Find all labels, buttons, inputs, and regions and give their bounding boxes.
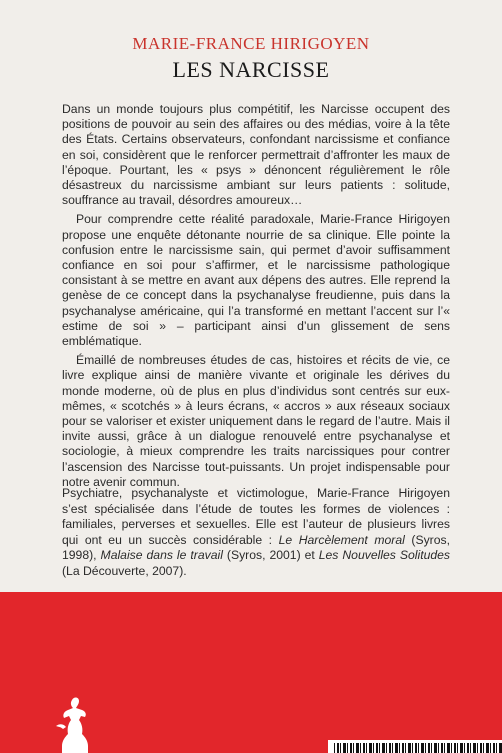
blurb-paragraph-1: Dans un monde toujours plus compétitif, les Narcisse occupent des positions de pouvoir au sein des affaires ou des médias, voire à la tête des États. Certains observateurs, confondant narcissisme et confiance en soi, considèrent que le renforcer permettrait d’affronter les maux de l’époque. Pourtant, les « psys » dénoncent régulièrement le rôle désastreux du narcissisme ambiant sur leurs patients : solitude, souffrance au travail, désordres amoureux…: [62, 102, 450, 208]
back-cover-blurb: [62, 102, 450, 494]
barcode-icon: [328, 740, 502, 753]
blurb-paragraph-3: Émaillé de nombreuses études de cas, histoires et récits de vie, ce livre explique ainsi de manière vivante et originale les dérives du monde moderne, où de plus en plus d’individus sont centrés sur eux-mêmes, « scotchés » à leurs écrans, « accros » aux réseaux sociaux pour se valoriser et exister uniquement dans le regard de l’autre. Mais il invite aussi, grâce à un dialogue renouvelé entre psychanalyse et sociologie, à mieux comprendre les traits narcissiques pour contrer l’ascension des Narcisse tout-puissants. Un projet indispensable pour notre avenir commun.: [62, 353, 450, 489]
author-bio: [62, 486, 450, 580]
publisher-logo-icon: [52, 696, 98, 753]
bio-book-1: Le Harcèlement moral: [278, 532, 405, 547]
bio-book-2: Malaise dans le travail: [100, 548, 223, 563]
bio-book-3: Les Nouvelles Solitudes: [318, 548, 451, 563]
book-title: LES NARCISSE: [172, 57, 330, 82]
author-bio-paragraph: [62, 486, 450, 580]
barcode-bars: [334, 743, 502, 753]
bio-book-1-info: (Syros, 1998),: [62, 532, 450, 563]
bio-intro: Psychiatre, psychanalyste et victimologue, Marie-France Hirigoyen s’est spécialisée dans l’étude de toutes les formes de violences : familiales, perverses et sexuelles. Elle est l’auteur de plusieurs livres qui ont eu un succès considérable :: [62, 486, 450, 547]
bio-book-3-info: (La Découverte, 2007).: [62, 563, 187, 578]
author-name: MARIE-FRANCE HIRIGOYEN: [132, 34, 370, 53]
bio-book-2-info: (Syros, 2001) et: [222, 548, 319, 563]
blurb-paragraph-2: Pour comprendre cette réalité paradoxale, Marie-France Hirigoyen propose une enquête détonante nourrie de sa clinique. Elle pointe la confusion entre le narcissisme sain, qui permet d’avoir suffisamment confiance en soi pour s’affirmer, et le narcissisme pathologique consistant à se mettre en avant aux dépens des autres. Elle reprend la genèse de ce concept dans la psychanalyse freudienne, puis dans la psychanalyse américaine, qui l’a transformé en mettant l’accent sur l’« estime de soi » – participant ainsi d’un glissement de sens emblématique.: [62, 212, 450, 349]
